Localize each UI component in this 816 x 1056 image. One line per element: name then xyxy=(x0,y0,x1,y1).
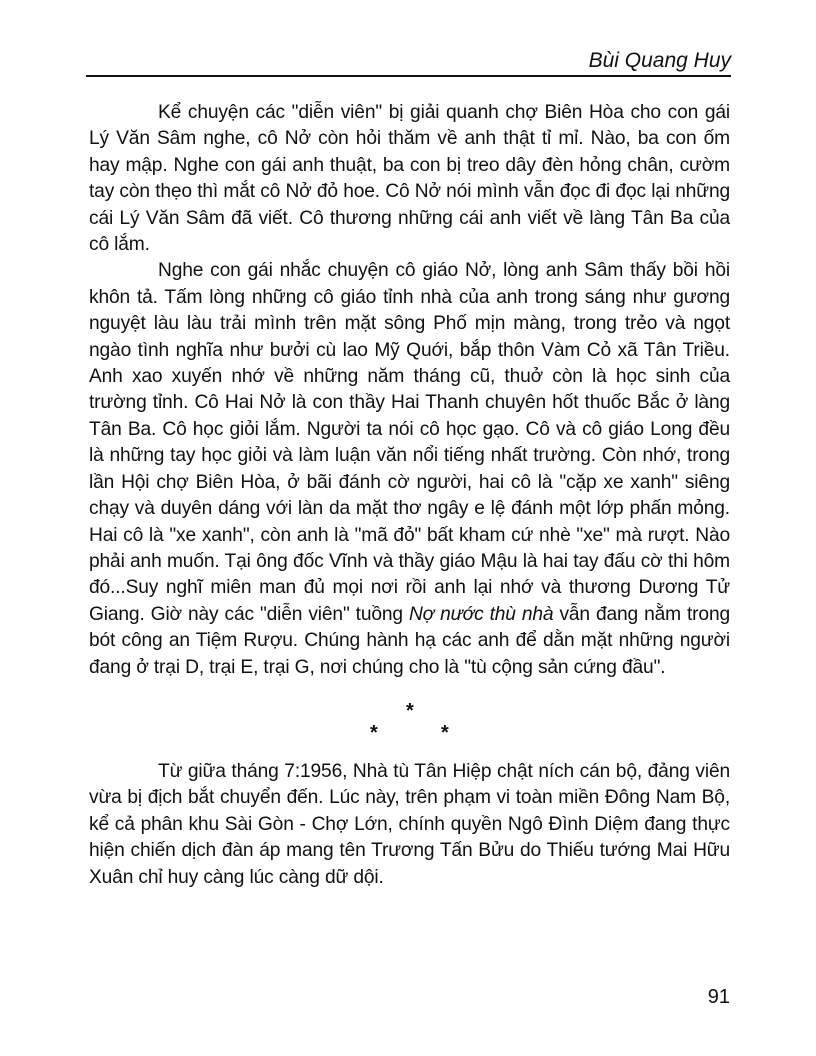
paragraph-2-text-b: vẫn đang nằm trong bót công an Tiệm Rượu. Chúng hành hạ các anh để dằn mặt những người đang ở trại D, trại E, trại G, nơi chúng cho là "tù cộng sản cứng đầu". xyxy=(89,603,730,678)
separator-star-right: * xyxy=(441,721,449,744)
paragraph-2 xyxy=(89,258,730,681)
separator-star-top: * xyxy=(406,699,414,722)
page-number: 91 xyxy=(707,986,730,1008)
paragraph-3 xyxy=(89,759,730,891)
body-text xyxy=(89,100,730,891)
paragraph-3-text: Từ giữa tháng 7:1956, Nhà tù Tân Hiệp chật ních cán bộ, đảng viên vừa bị địch bắt chuyển đến. Lúc này, trên phạm vi toàn miền Đông Nam Bộ, kể cả phân khu Sài Gòn - Chợ Lớn, chính quyền Ngô Đình Diệm đang thực hiện chiến dịch đàn áp mang tên Trương Tấn Bửu do Thiếu tướng Mai Hữu Xuân chỉ huy càng lúc càng dữ dội. xyxy=(89,760,730,888)
play-title-italic: Nợ nước thù nhà xyxy=(408,603,554,625)
separator-star-left: * xyxy=(370,721,378,744)
header-rule xyxy=(86,75,731,77)
running-header-author: Bùi Quang Huy xyxy=(588,49,731,72)
paragraph-1 xyxy=(89,100,730,258)
section-separator xyxy=(89,681,730,759)
paragraph-2-text-a: Nghe con gái nhắc chuyện cô giáo Nở, lòng anh Sâm thấy bồi hồi khôn tả. Tấm lòng những cô giáo tỉnh nhà của anh trong sáng như gương nguyệt làu làu trải mình trên mặt sông Phố mịn màng, trong trẻo và ngọt ngào tình nghĩa như bưởi cù lao Mỹ Quới, bắp thôn Vàm Cỏ xã Tân Triều. Anh xao xuyến nhớ về những năm tháng cũ, thuở còn là học sinh của trường tỉnh. Cô Hai Nở là con thầy Hai Thanh chuyên hốt thuốc Bắc ở làng Tân Ba. Cô học giỏi lắm. Người ta nói cô học gạo. Cô và cô giáo Long đều là những tay học giỏi và làm luận văn nổi tiếng nhất trường. Còn nhớ, trong lần Hội chợ Biên Hòa, ở bãi đánh cờ người, hai cô là "cặp xe xanh" siêng chạy và duyên dáng với làn da mặt thơ ngây e lệ đánh một lớp phấn mỏng. Hai cô là "xe xanh", còn anh là "mã đỏ" bất kham cứ nhè "xe" mà rượt. Nào phải anh muốn. Tại ông đốc Vĩnh và thầy giáo Mậu là hai tay đấu cờ thi hôm đó...Suy nghĩ miên man đủ mọi nơi rồi anh lại nhớ và thương Dương Tử Giang. Giờ này các "diễn viên" tuồng xyxy=(89,260,730,625)
paragraph-1-text: Kể chuyện các "diễn viên" bị giải quanh chợ Biên Hòa cho con gái Lý Văn Sâm nghe, cô Nở còn hỏi thăm về anh thật tỉ mỉ. Nào, ba con ốm hay mập. Nghe con gái anh thuật, ba con bị treo dây đèn hỏng chân, cườm tay còn thẹo thì mắt cô Nở đỏ hoe. Cô Nở nói mình vẫn đọc đi đọc lại những cái Lý Văn Sâm đã viết. Cô thương những cái anh viết về làng Tân Ba của cô lắm. xyxy=(89,102,730,256)
